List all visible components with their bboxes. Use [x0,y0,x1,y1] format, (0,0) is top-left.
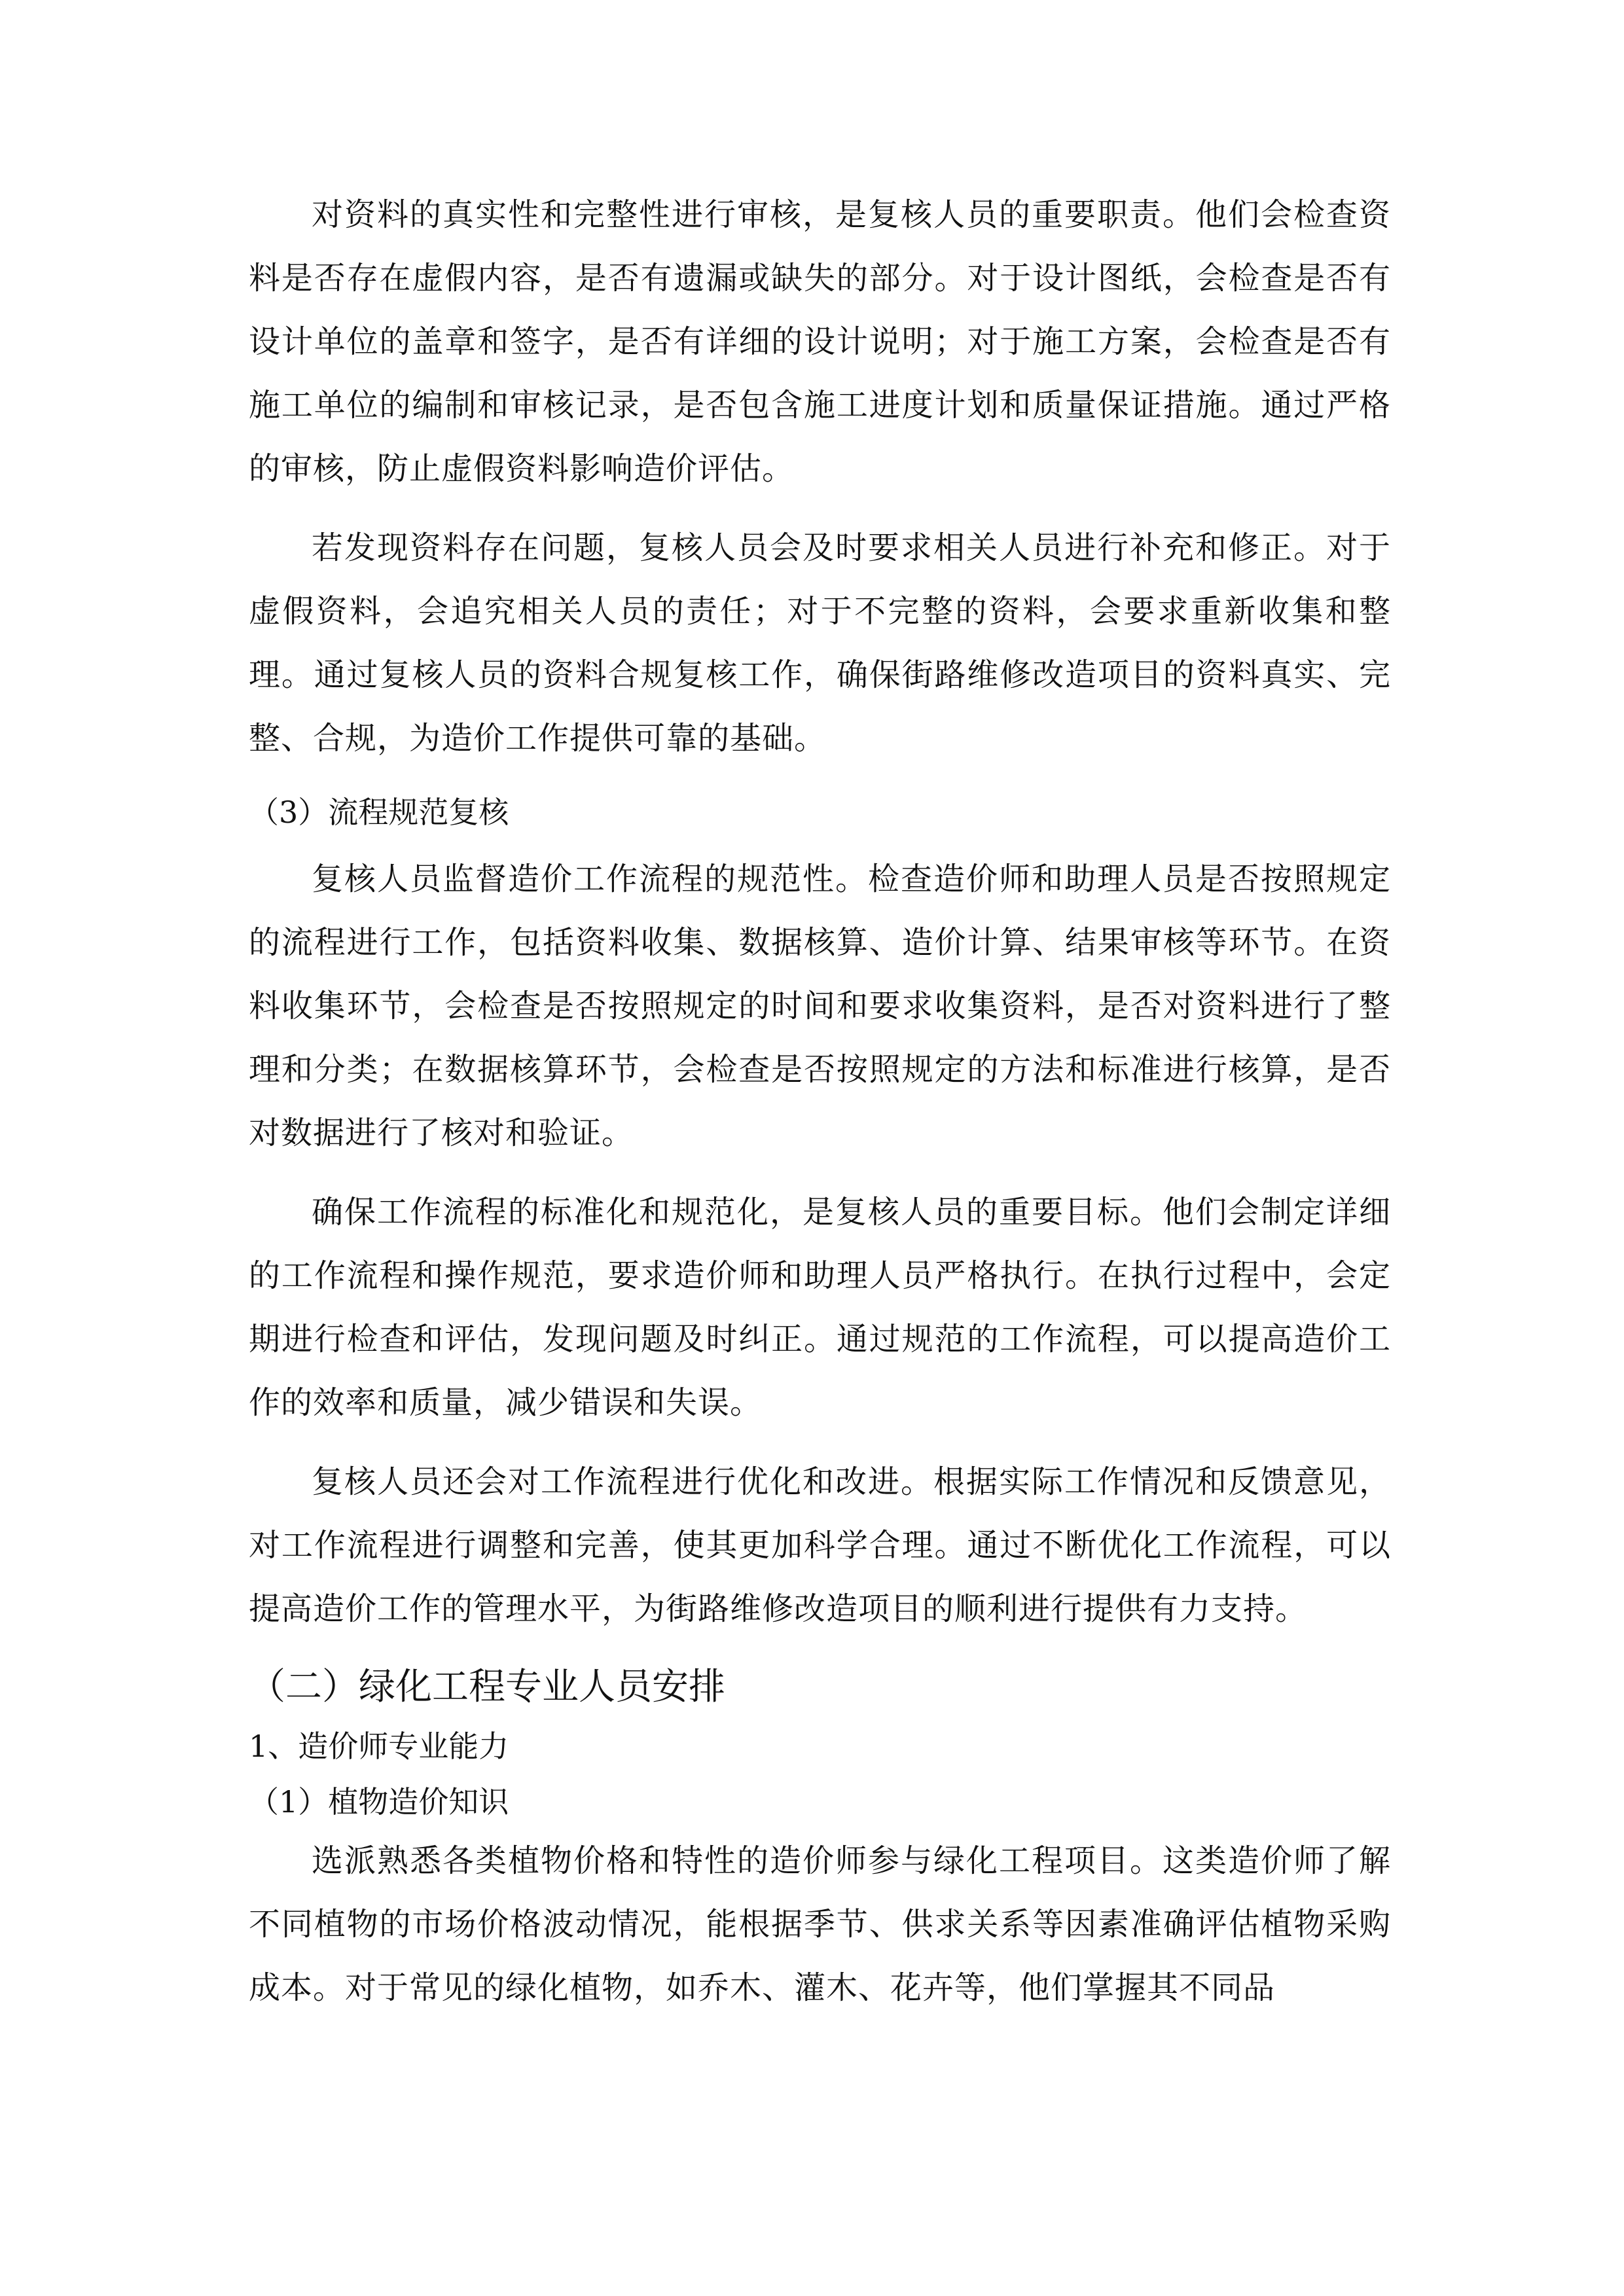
paragraph-process-optimization: 复核人员还会对工作流程进行优化和改进。根据实际工作情况和反馈意见，对工作流程进行调整和完善，使其更加科学合理。通过不断优化工作流程，可以提高造价工作的管理水平，为街路维修改造项目的顺利进行提供有力支持。 [249,1463,1391,1627]
item-heading-cost-engineer-ability: 1、造价师专业能力 [249,1729,509,1764]
paragraph-process-supervision: 复核人员监督造价工作流程的规范性。检查造价师和助理人员是否按照规定的流程进行工作，包括资料收集、数据核算、造价计算、结果审核等环节。在资料收集环节，会检查是否按照规定的时间和要求收集资料，是否对资料进行了整理和分类；在数据核算环节，会检查是否按照规定的方法和标准进行核算，是否对数据进行了核对和验证。 [249,861,1391,1151]
subheading-process-review: （3）流程规范复核 [249,795,509,830]
paragraph-plant-cost: 选派熟悉各类植物价格和特性的造价师参与绿化工程项目。这类造价师了解不同植物的市场价格波动情况，能根据季节、供求关系等因素准确评估植物采购成本。对于常见的绿化植物，如乔木、灌木、花卉等，他们掌握其不同品 [249,1842,1391,2006]
paragraph-data-review: 对资料的真实性和完整性进行审核，是复核人员的重要职责。他们会检查资料是否存在虚假内容，是否有遗漏或缺失的部分。对于设计图纸，会检查是否有设计单位的盖章和签字，是否有详细的设计说明；对于施工方案，会检查是否有施工单位的编制和审核记录，是否包含施工进度计划和质量保证措施。通过严格的审核，防止虚假资料影响造价评估。 [249,196,1391,487]
paragraph-process-standardization: 确保工作流程的标准化和规范化，是复核人员的重要目标。他们会制定详细的工作流程和操作规范，要求造价师和助理人员严格执行。在执行过程中，会定期进行检查和评估，发现问题及时纠正。通过规范的工作流程，可以提高造价工作的效率和质量，减少错误和失误。 [249,1194,1391,1421]
subheading-plant-cost-knowledge: （1）植物造价知识 [249,1784,509,1820]
document-page [249,183,1391,2036]
paragraph-data-correction: 若发现资料存在问题，复核人员会及时要求相关人员进行补充和修正。对于虚假资料，会追究相关人员的责任；对于不完整的资料，会要求重新收集和整理。通过复核人员的资料合规复核工作，确保街路维修改造项目的资料真实、完整、合规，为造价工作提供可靠的基础。 [249,529,1391,757]
section-heading-greening: （二）绿化工程专业人员安排 [249,1666,725,1708]
